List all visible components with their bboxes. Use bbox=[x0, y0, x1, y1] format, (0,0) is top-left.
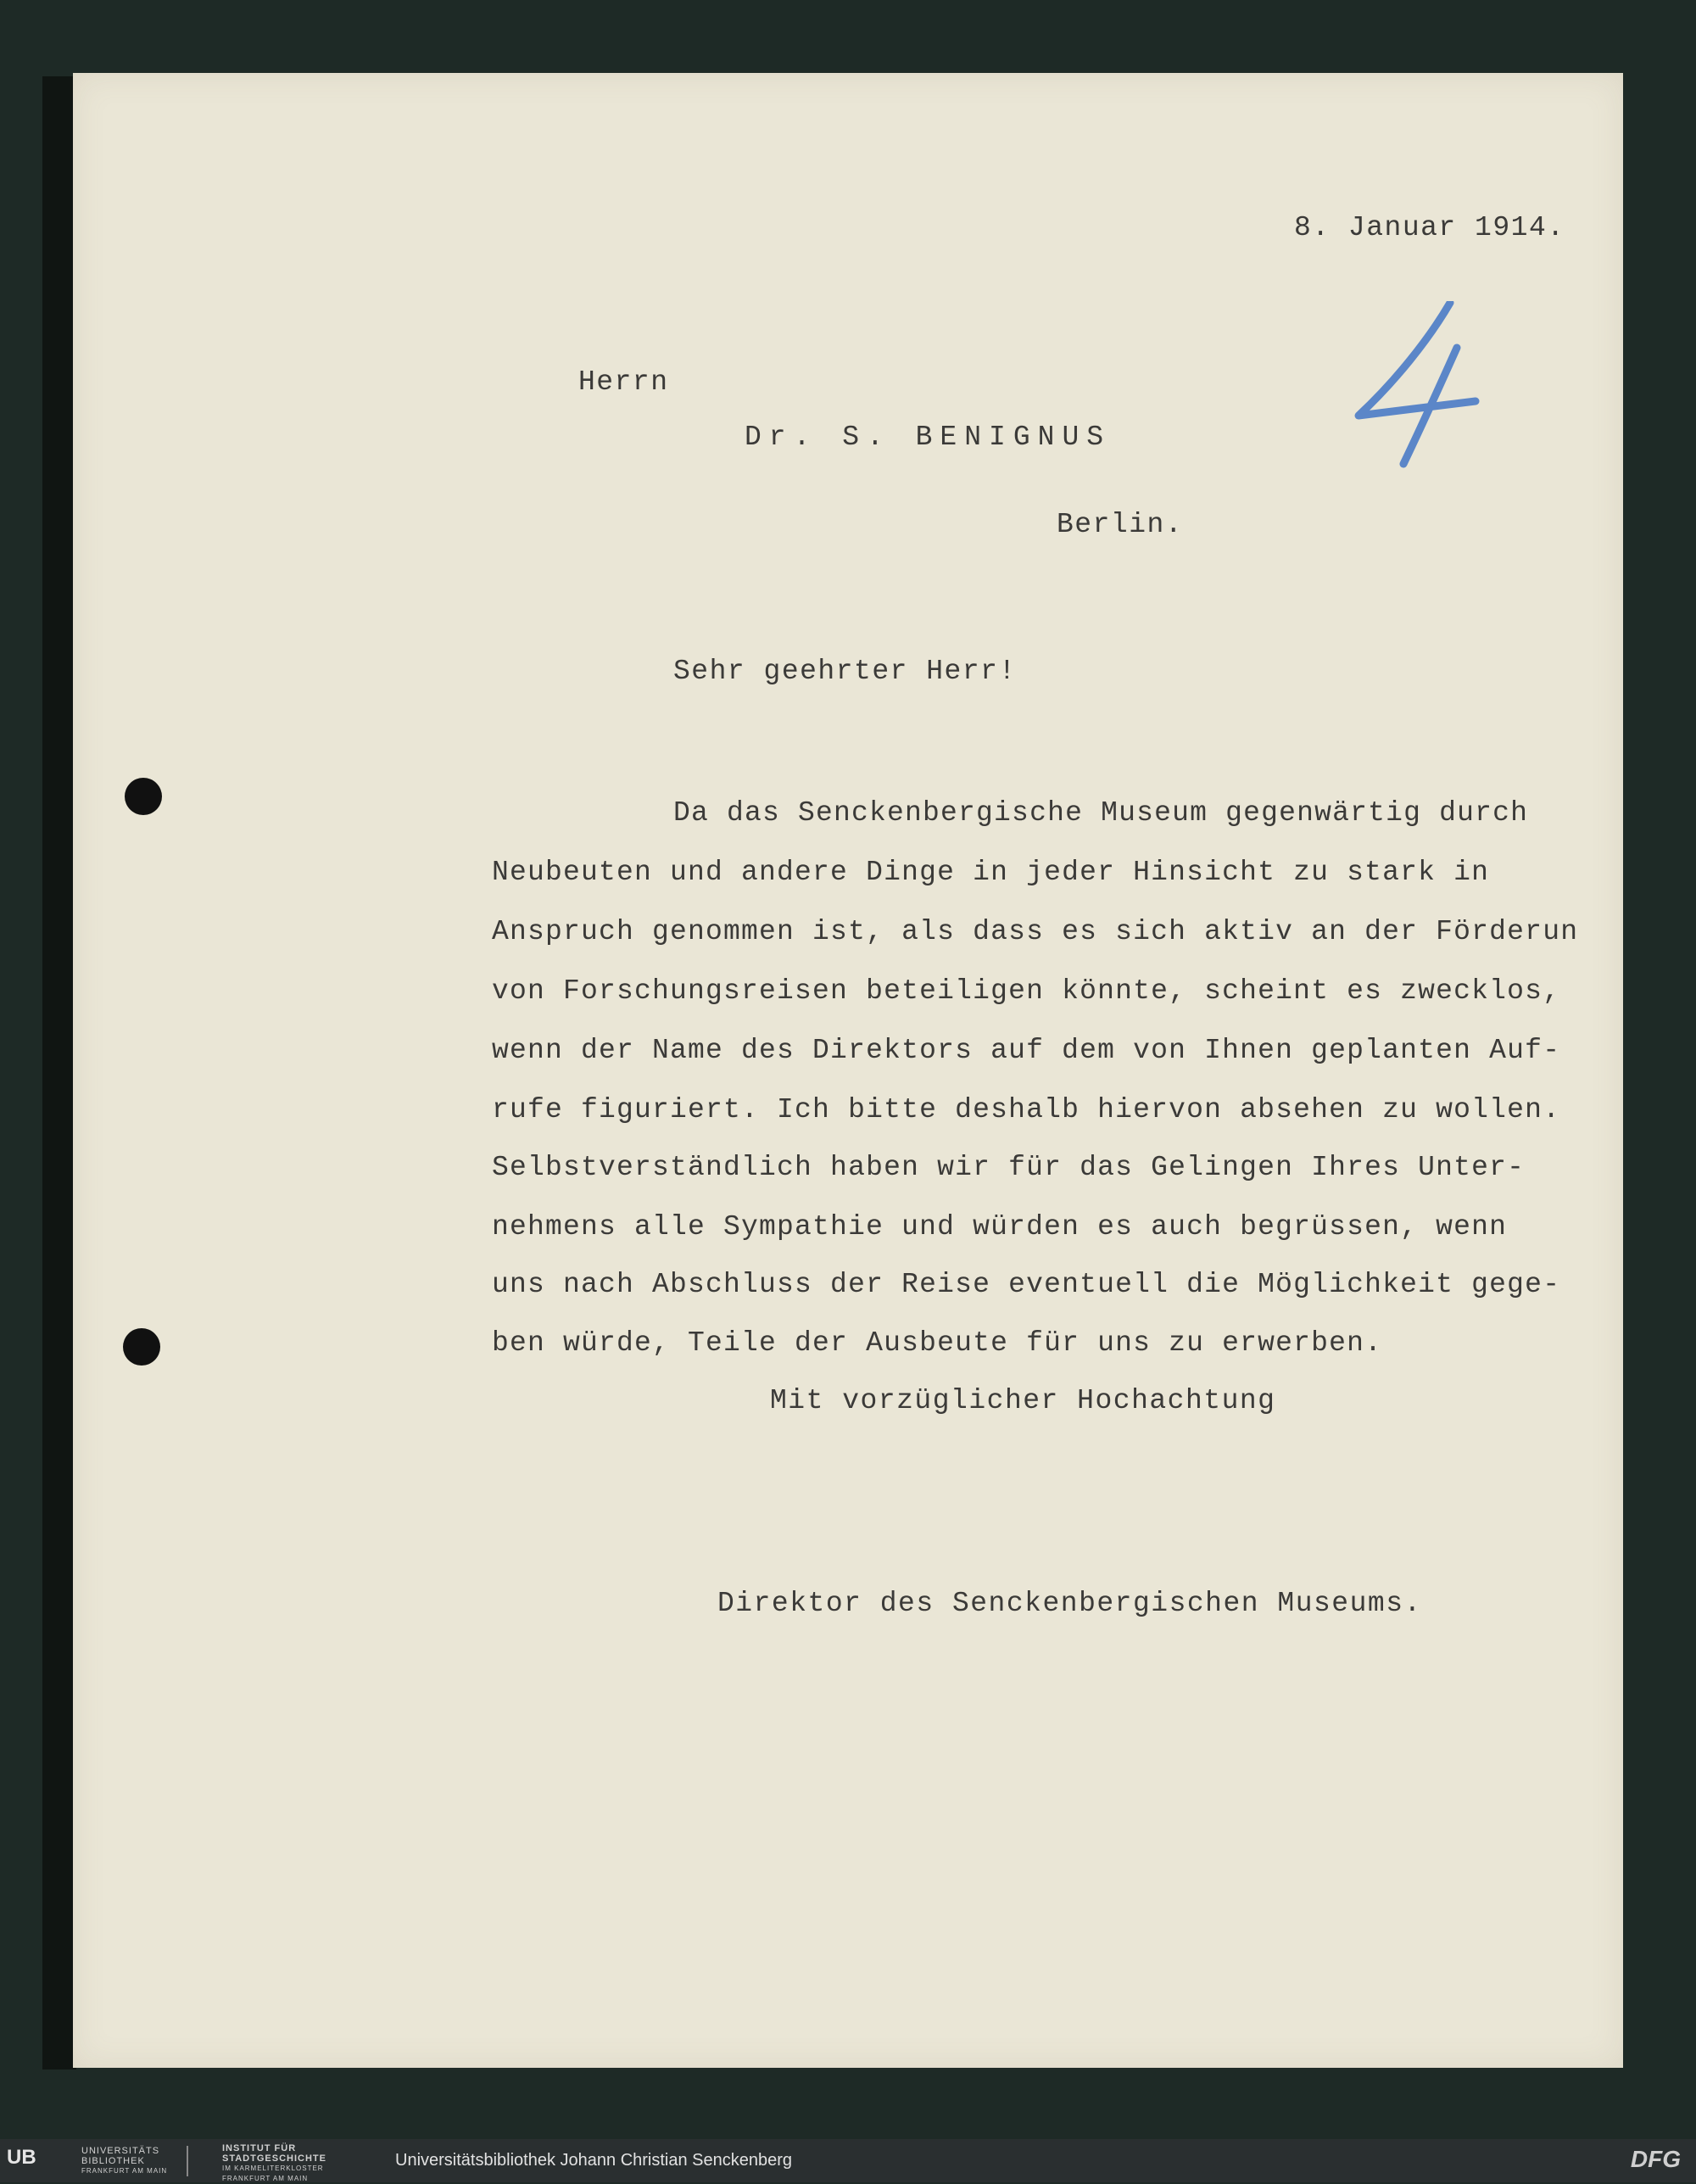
body-line: uns nach Abschluss der Reise eventuell die Möglichkeit gege- bbox=[492, 1269, 1561, 1300]
institut-name-line: FRANKFURT AM MAIN bbox=[222, 2175, 309, 2182]
institut-name-line: INSTITUT FÜR bbox=[222, 2143, 297, 2153]
body-line: nehmens alle Sympathie und würden es auch begrüssen, wenn bbox=[492, 1211, 1508, 1243]
institut-name-line: STADTGESCHICHTE bbox=[222, 2153, 326, 2164]
letter-signature: Direktor des Senckenbergischen Museums. bbox=[717, 1588, 1422, 1619]
punch-hole-bottom bbox=[123, 1328, 160, 1366]
ub-name bbox=[81, 2146, 167, 2176]
recipient-salutation: Herrn bbox=[578, 366, 669, 398]
ub-name-line: BIBLIOTHEK bbox=[81, 2156, 145, 2166]
folio-number-handwritten bbox=[1348, 301, 1492, 471]
library-name: Universitätsbibliothek Johann Christian Senckenberg bbox=[395, 2151, 793, 2170]
recipient-city: Berlin. bbox=[1057, 509, 1184, 540]
body-line: rufe figuriert. Ich bitte deshalb hiervon absehen zu wollen. bbox=[492, 1094, 1561, 1126]
body-line: von Forschungsreisen beteiligen könnte, scheint es zwecklos, bbox=[492, 975, 1561, 1007]
paper-shadow-edge bbox=[42, 76, 76, 2069]
letter-date: 8. Januar 1914. bbox=[1294, 212, 1565, 243]
letter-closing: Mit vorzüglicher Hochachtung bbox=[770, 1385, 1276, 1416]
body-line: Da das Senckenbergische Museum gegenwärtig durch bbox=[673, 797, 1529, 829]
footer-separator bbox=[187, 2146, 188, 2176]
body-line: Anspruch genommen ist, als dass es sich aktiv an der Förderun bbox=[492, 916, 1579, 947]
recipient-name: Dr. S. BENIGNUS bbox=[745, 422, 1112, 453]
body-line: wenn der Name des Direktors auf dem von Ihnen geplanten Auf- bbox=[492, 1035, 1561, 1066]
ub-name-line: FRANKFURT AM MAIN bbox=[81, 2167, 168, 2175]
body-line: Neubeuten und andere Dinge in jeder Hinsicht zu stark in bbox=[492, 857, 1490, 888]
letter-greeting: Sehr geehrter Herr! bbox=[673, 656, 1017, 687]
ub-logo: UB bbox=[7, 2146, 36, 2169]
punch-hole-top bbox=[125, 778, 162, 815]
institut-name-line: IM KARMELITERKLOSTER bbox=[222, 2164, 324, 2172]
dfg-logo: DFG bbox=[1630, 2146, 1681, 2172]
ub-name-line: UNIVERSITÄTS bbox=[81, 2146, 160, 2156]
institut-name bbox=[222, 2143, 326, 2184]
body-line: ben würde, Teile der Ausbeute für uns zu erwerben. bbox=[492, 1327, 1383, 1359]
body-line: Selbstverständlich haben wir für das Gelingen Ihres Unter- bbox=[492, 1152, 1526, 1183]
footer-bar bbox=[0, 2139, 1696, 2182]
